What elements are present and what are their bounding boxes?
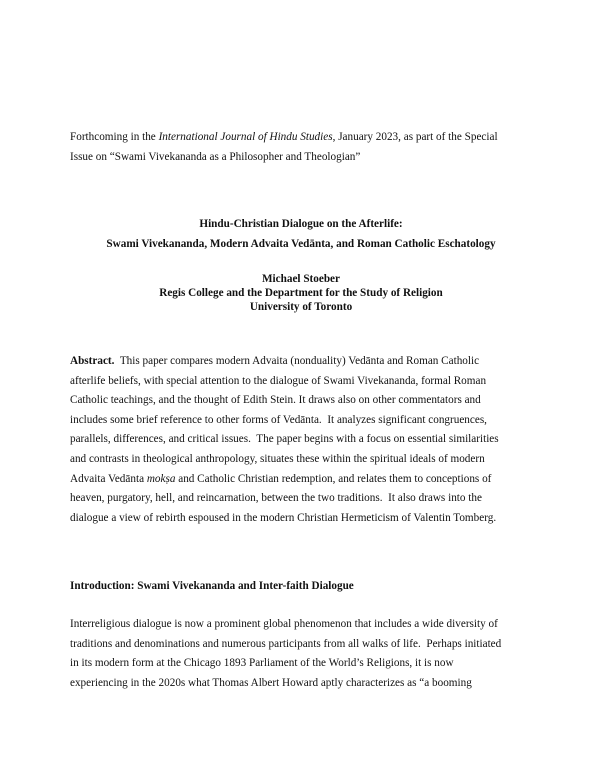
- author-block: [60, 273, 542, 314]
- paper-title: [60, 214, 542, 254]
- intro-line: traditions and denominations and numerous participants from all walks of life. Perhaps initiated: [70, 637, 502, 650]
- abstract-line: Catholic teachings, and the thought of Edith Stein. It draws also on other commentators and: [70, 394, 481, 407]
- title-line-1: Hindu-Christian Dialogue on the Afterlife:: [199, 218, 403, 230]
- author-name: Michael Stoeber: [262, 273, 340, 285]
- abstract-line: parallels, differences, and critical issues. The paper begins with a focus on essential similarities: [70, 433, 499, 446]
- title-line-2: Swami Vivekananda, Modern Advaita Vedānta, and Roman Catholic Eschatology: [106, 238, 496, 250]
- intro-line: Interreligious dialogue is now a prominent global phenomenon that includes a wide diversity of: [70, 618, 498, 630]
- author-affiliation-2: University of Toronto: [249, 300, 353, 313]
- abstract-line: Advaita Vedānta mokṣa and Catholic Christian redemption, and relates them to conceptions of: [70, 472, 492, 485]
- publication-notice: [70, 128, 532, 167]
- abstract-line: afterlife beliefs, with special attention to the dialogue of Swami Vivekananda, formal Roman: [70, 374, 487, 387]
- intro-line: in its modern form at the Chicago 1893 Parliament of the World’s Religions, it is now: [70, 657, 454, 670]
- notice-line-1: Forthcoming in the International Journal of Hindu Studies, January 2023, as part of the Special: [70, 131, 498, 143]
- abstract-line: dialogue a view of rebirth espoused in the modern Christian Hermeticism of Valentin Tomberg.: [70, 511, 497, 524]
- abstract-line: Abstract. This paper compares modern Advaita (nonduality) Vedānta and Roman Catholic: [70, 355, 480, 367]
- section-heading: Introduction: Swami Vivekananda and Inter-faith Dialogue: [70, 580, 354, 592]
- journal-name: International Journal of Hindu Studies: [158, 131, 333, 143]
- abstract: [70, 352, 532, 528]
- intro-paragraph: [70, 615, 532, 693]
- abstract-line: includes some brief reference to other forms of Vedānta. It analyzes significant congruences,: [70, 413, 487, 426]
- moksa-term: mokṣa: [146, 472, 176, 485]
- author-affiliation-1: Regis College and the Department for the Study of Religion: [159, 286, 443, 299]
- abstract-line: heaven, purgatory, hell, and reincarnation, between the two traditions. It also draws into the: [70, 492, 482, 505]
- abstract-line: and contrasts in theological anthropology, situates these within the spiritual ideals of modern: [70, 452, 485, 465]
- notice-line-2: Issue on “Swami Vivekananda as a Philosopher and Theologian”: [70, 150, 361, 163]
- abstract-label: Abstract.: [70, 355, 115, 367]
- intro-line: experiencing in the 2020s what Thomas Albert Howard aptly characterizes as “a booming: [70, 676, 472, 689]
